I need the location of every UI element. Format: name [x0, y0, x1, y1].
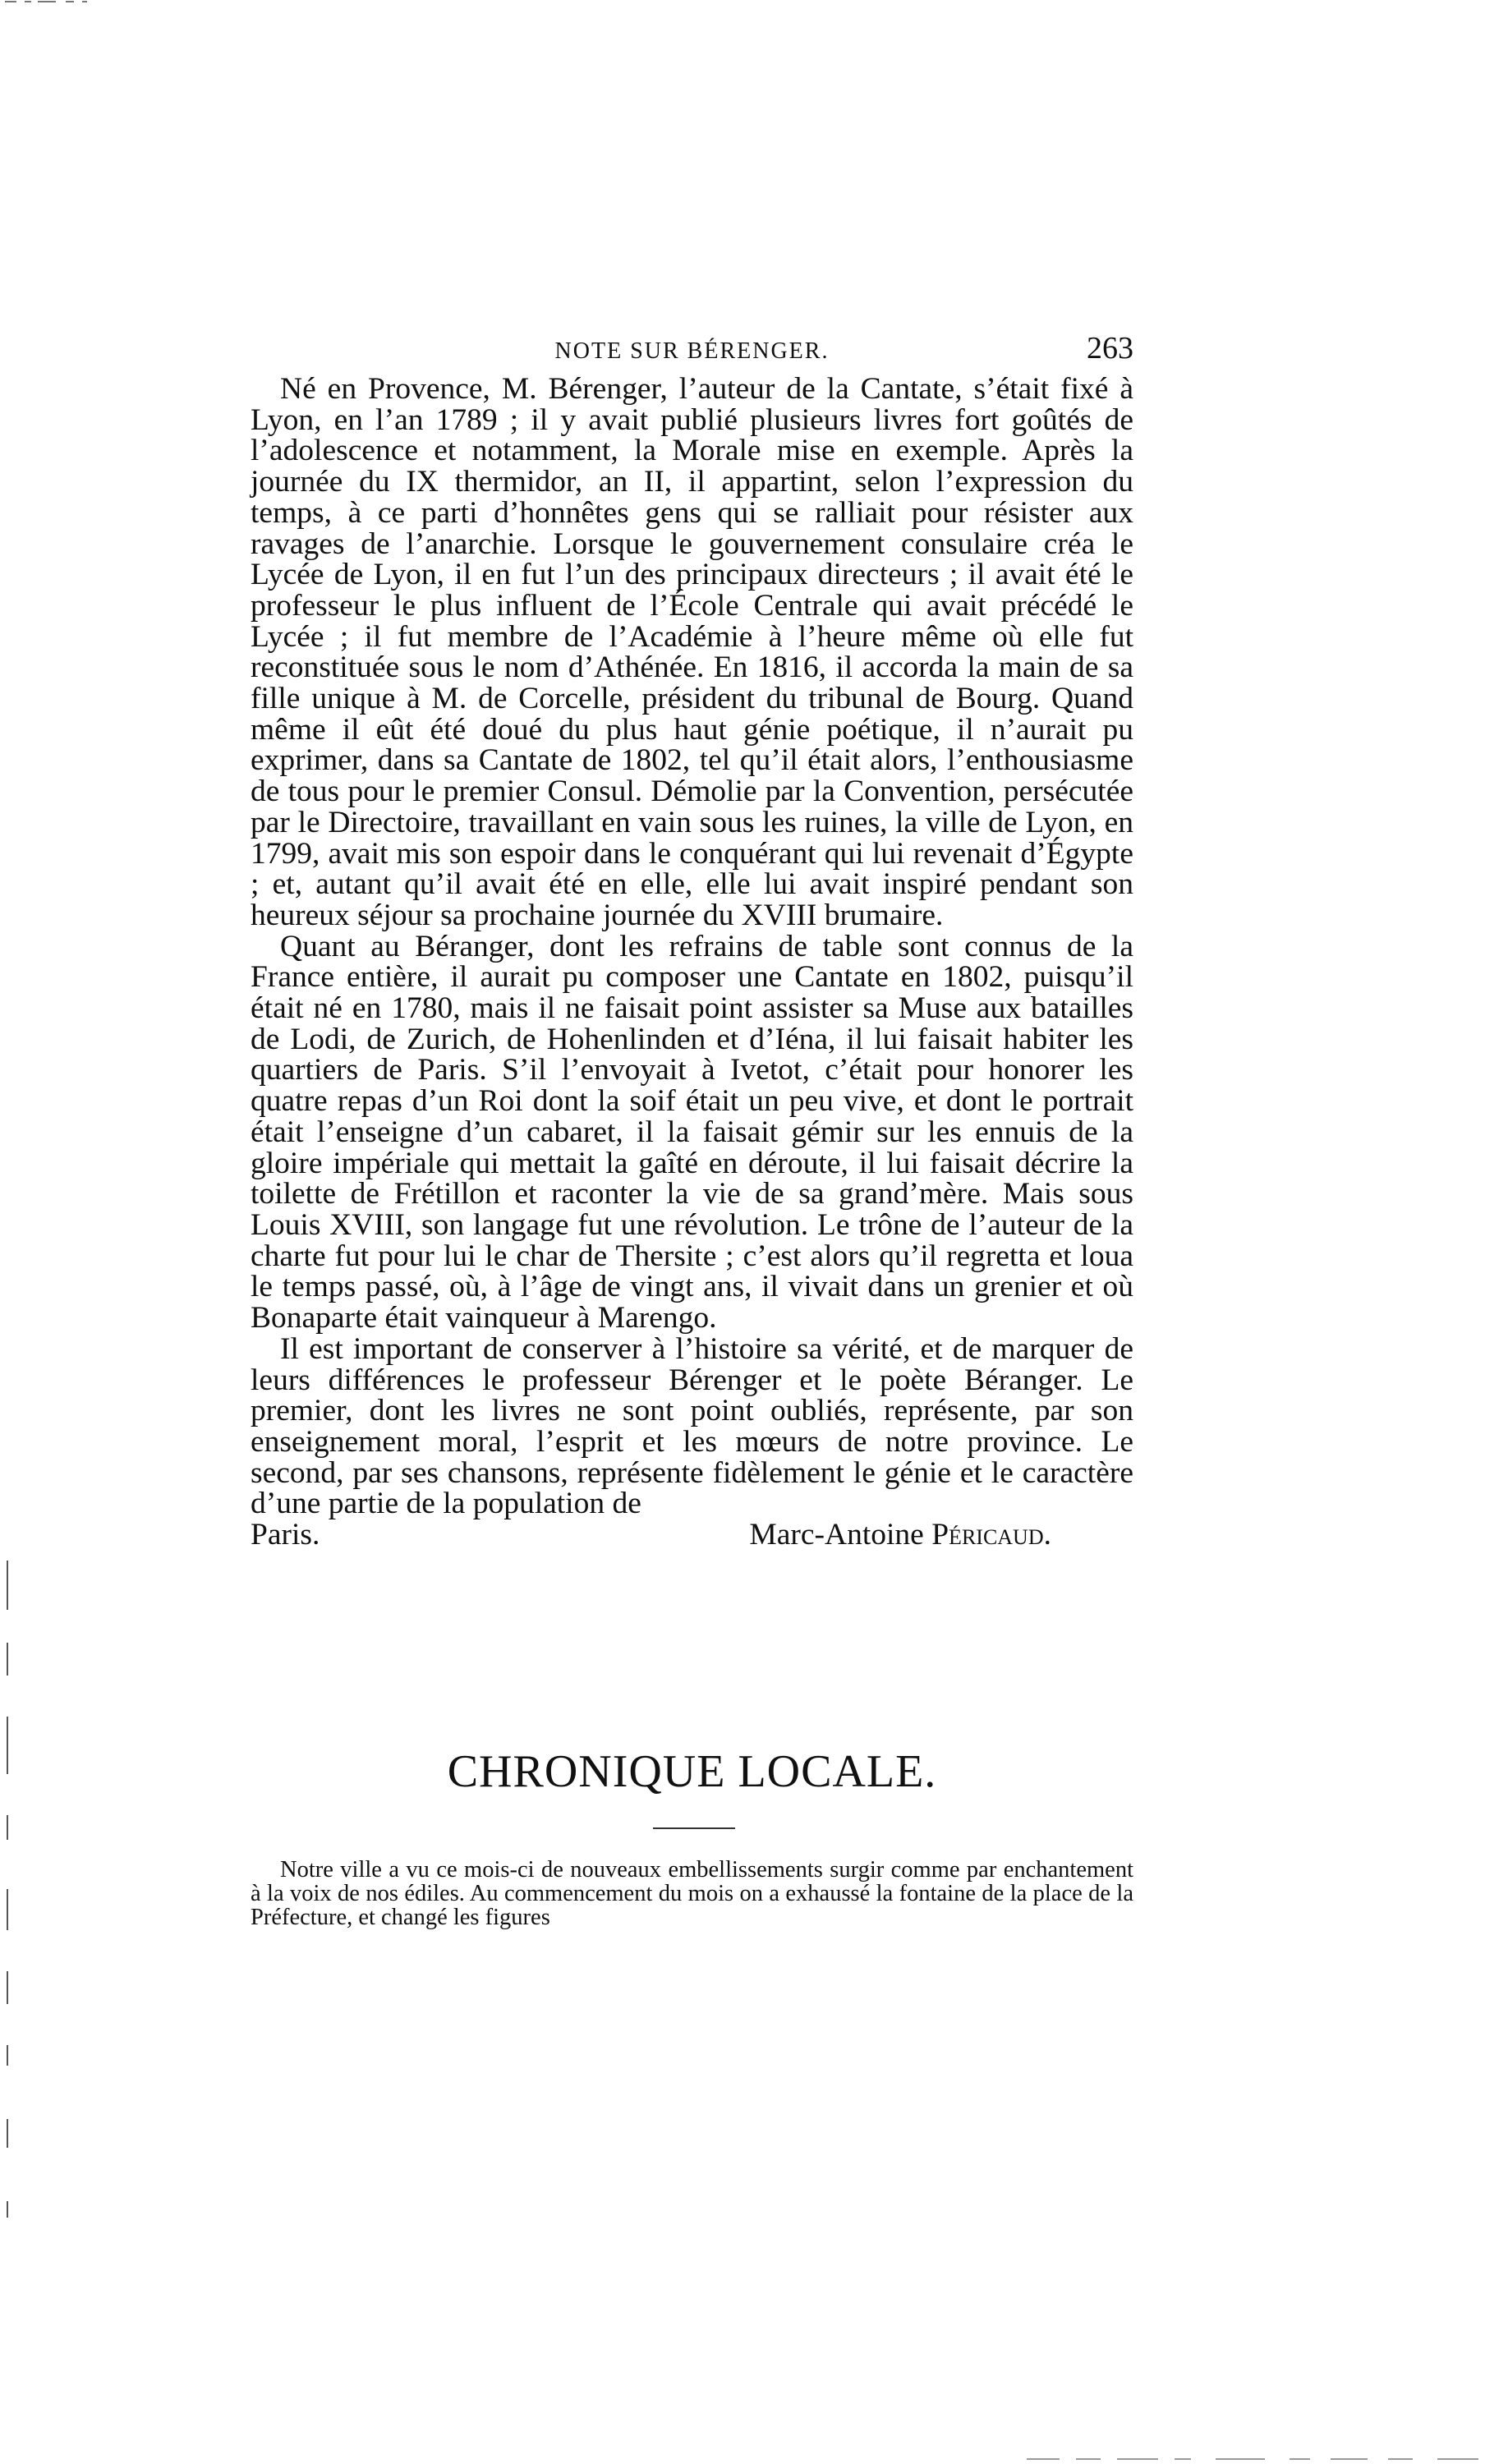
section-body — [251, 1858, 1133, 1929]
article-body — [251, 374, 1133, 1551]
running-header — [251, 329, 1133, 370]
section-rule — [653, 1827, 735, 1829]
section-paragraph: Notre ville a vu ce mois-ci de nouveaux embellissements surgir comme par enchantement à la voix de nos édiles. Au commencement du mois on a exhaussé la fontaine de la place de la Préfecture, et changé les figures — [251, 1857, 1133, 1930]
paragraph-3: Il est important de conserver à l’histoire sa vérité, et de marquer de leurs différences le professeur Bérenger et le poète Béranger. Le premier, dont les livres ne sont point oubliés, représente, par son enseignement moral, l’esprit et les mœurs de notre province. Le second, par ses chansons, représente fidèlement le génie et le caractère d’une partie de la population de — [251, 1331, 1133, 1521]
scan-edge-marks-bottom — [1027, 2457, 1508, 2462]
scan-margin-marks — [7, 1544, 11, 2283]
paragraph-1: Né en Provence, M. Bérenger, l’auteur de la Cantate, s’était fixé à Lyon, en l’an 1789 ; il y avait publié plusieurs livres fort goûtés de l’adolescence et notamment, la Morale mise en exemple. Après la journée du IX thermidor, an II, il appartint, selon l’expression du temps, à ce parti d’honnêtes gens qui se ralliait pour résister aux ravages de l’anarchie. Lorsque le gouvernement consulaire créa le Lycée de Lyon, il en fut l’un des principaux directeurs ; il avait été le professeur le plus influent de l’École Centrale qui avait précédé le Lycée ; il fut membre de l’Académie à l’heure même où elle fut reconstituée sous le nom d’Athénée. En 1816, il accorda la main de sa fille unique à M. de Corcelle, président du tribunal de Bourg. Quand même il eût été doué du plus haut génie poétique, il n’aurait pu exprimer, dans sa Cantate de 1802, tel qu’il était alors, l’enthousiasme de tous pour le premier Consul. Démolie par la Convention, persécutée par le Directoire, travaillant en vain sous les ruines, la ville de Lyon, en 1799, avait mis son espoir dans le conquérant qui lui revenait d’Égypte ; et, autant qu’il avait été en elle, elle lui avait inspiré pendant son heureux séjour sa prochaine journée du XVIII brumaire. — [251, 372, 1133, 932]
page-number: 263 — [1087, 331, 1133, 365]
paragraph-2: Quant au Béranger, dont les refrains de table sont connus de la France entière, il aurait pu composer une Cantate en 1802, puisqu’il était né en 1780, mais il ne faisait point assister sa Muse aux batailles de Lodi, de Zurich, de Hohenlinden et d’Iéna, il lui faisait habiter les quartiers de Paris. S’il l’envoyait à Ivetot, c’était pour honorer les quatre repas d’un Roi dont la soif était un peu vive, et dont le portrait était l’enseigne d’un cabaret, il la faisait gémir sur les ennuis de la gloire impériale qui mettait la gaîté en déroute, il lui faisait décrire la toilette de Frétillon et raconter la vie de sa grand’mère. Mais sous Louis XVIII, son langage fut une révolution. Le trône de l’auteur de la charte fut pour lui le char de Thersite ; c’est alors qu’il regretta et loua le temps passé, où, à l’âge de vingt ans, il vivait dans un grenier et où Bonaparte était vainqueur à Marengo. — [251, 929, 1133, 1335]
section-heading: CHRONIQUE LOCALE. — [447, 1746, 937, 1797]
author-signature — [749, 1519, 1051, 1551]
author-first-name: Marc-Antoine — [749, 1518, 932, 1552]
scan-edge-marks-top — [0, 0, 164, 5]
author-last-name: Péricaud. — [931, 1518, 1051, 1552]
signature-line — [251, 1519, 1133, 1551]
closing-word: Paris. — [251, 1518, 320, 1552]
running-title: NOTE SUR BÉRENGER. — [554, 338, 830, 364]
